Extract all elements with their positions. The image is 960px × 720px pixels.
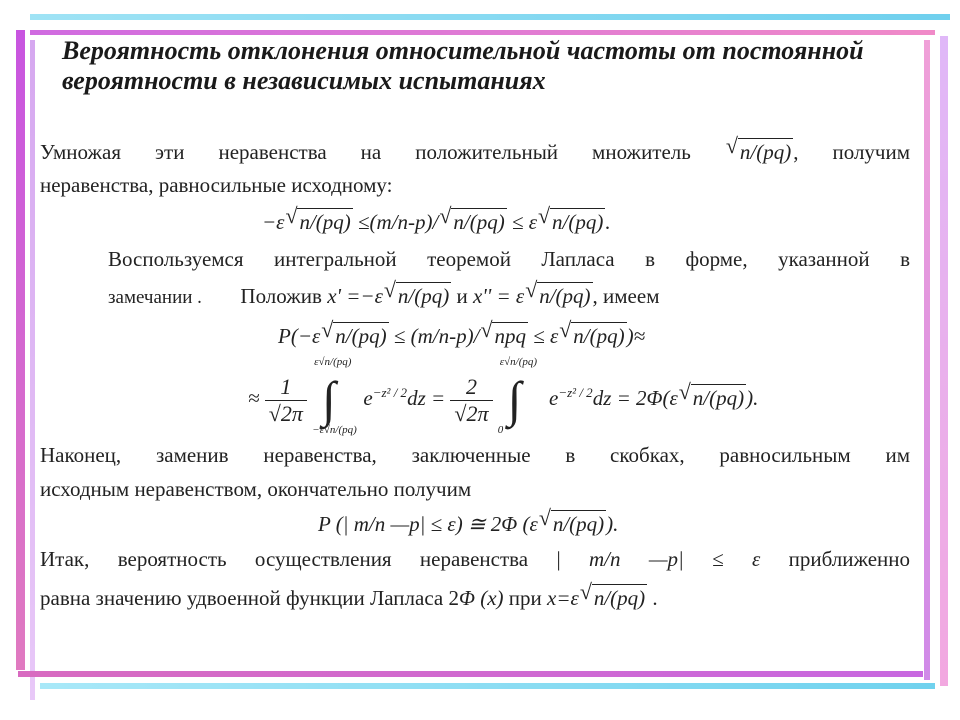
sqrt-expression [737,138,793,165]
integral-lower-limit: −ε√n/(pq) [312,424,357,437]
sqrt-expression [296,208,352,235]
paragraph-3-line-1: Наконец, заменив неравенства, заключенные в скобках, равносильным им [40,443,910,467]
eq-part: )≈ [626,324,646,348]
integral-lower-limit: 0 [497,424,504,437]
numerator: 1 [265,374,307,401]
eq-part: x' =−ε [327,284,383,308]
eq-part: e [549,386,559,410]
eq-part: P (| m/n —p| ≤ ε) ≅ 2Φ (ε [318,512,538,536]
paragraph-2-line-1: Воспользуемся интегральной теоремой Лапласа в форме, указанной в [108,247,910,271]
eq-part: ≤(m/n-p)/ [358,210,439,234]
sqrt-radicand: √ n/(pq) [333,322,388,349]
paragraph-1-line-2: неравенства, равносильные исходному: [40,173,393,197]
text: , имеем [592,284,660,308]
text: Умножая эти неравенства на положительный множитель [40,140,691,164]
eq-part: m/n —p| [589,547,684,571]
paragraph-2-line-2 [108,282,660,311]
frame-bottom-cyan-bar [40,683,935,689]
sqrt-expression [491,322,528,349]
text: , получим [793,140,911,164]
sqrt-radicand: √ npq [492,322,528,349]
text: . [652,586,658,610]
frame-left-pink-bar [16,30,25,670]
sqrt-radicand: √ n/(pq) [571,322,626,349]
eq-part: −ε [262,210,285,234]
eq-part: ≤ (m/n-p)/ [393,324,480,348]
sqrt-expression [570,322,626,349]
eq-part: ≤ ε [712,547,761,571]
sqrt-radicand: √ n/(pq) [451,208,506,235]
text: Положив [240,284,322,308]
text: равна значению удвоенной функции Лапласа 2 [40,586,459,610]
sqrt-expression [549,208,605,235]
paragraph-4-line-2 [40,584,658,611]
sqrt-radicand: √ n/(pq) [537,282,592,309]
eq-part: P(−ε [278,324,321,348]
eq-part: x'' = ε [472,284,525,308]
integral-sign-icon: ∫ [507,371,522,428]
frame-left-lavender-bar [30,40,35,700]
sqrt-radicand: √ n/(pq) [738,138,793,165]
frame-top-pink-bar [30,30,935,35]
integral-sign-icon: ∫ [322,371,336,428]
numerator: 2 [450,374,492,401]
eq-part: ≤ ε [511,210,538,234]
eq-part: . [605,210,611,234]
integral-upper-limit: ε√n/(pq) [314,356,352,369]
sqrt-expression [395,282,451,309]
text: и [456,284,468,308]
eq-part: ≈ [248,386,260,410]
text: Итак, вероятность осуществления неравенства | [40,547,561,571]
integral [497,356,544,437]
equation-4 [318,510,618,537]
eq-part: dz = 2Φ(ε [592,386,678,410]
denominator: √2π [268,400,303,426]
frame-top-cyan-bar [30,14,950,20]
frame-bottom-pink-bar [18,671,923,677]
eq-part: x=ε [547,586,579,610]
eq-part: ). [746,386,759,410]
sqrt-expression [536,282,592,309]
sqrt-expression [550,510,606,537]
exponent: −z² / 2 [372,385,408,400]
paragraph-1-line-1 [40,138,910,165]
sqrt-radicand: √ n/(pq) [550,208,605,235]
sqrt-expression [591,584,647,611]
text: приближенно [788,547,911,571]
paragraph-4-line-1 [40,546,910,572]
eq-part: Φ (x) [459,586,504,610]
sqrt-radicand: √ n/(pq) [592,584,647,611]
sqrt-expression [332,322,388,349]
sqrt-radicand: √ n/(pq) [691,384,746,411]
frame-right-lavender-bar [940,36,948,686]
equation-3 [248,356,759,437]
exponent: −z² / 2 [558,385,593,400]
fraction [450,374,492,427]
eq-part: ≤ ε [533,324,559,348]
text: замечании . [108,287,202,308]
denominator: √2π [454,400,489,426]
frame-right-pink-bar [924,40,930,680]
slide-title: Вероятность отклонения относительной частоты от постоянной вероятности в независимых испытаниях [62,36,864,95]
sqrt-radicand: √ n/(pq) [396,282,451,309]
integral [312,356,358,437]
eq-part: ). [606,512,619,536]
eq-part: e [363,386,373,410]
paragraph-3-line-2: исходным неравенством, окончательно получим [40,477,472,501]
sqrt-radicand: √ n/(pq) [297,208,352,235]
fraction [265,374,307,427]
integral-upper-limit: ε√n/(pq) [499,356,538,369]
equation-2 [278,322,645,349]
sqrt-expression [690,384,746,411]
equation-1 [262,208,611,235]
sqrt-radicand: √ n/(pq) [551,510,606,537]
text: при [508,586,542,610]
sqrt-expression [450,208,506,235]
eq-part: dz = [407,386,446,410]
